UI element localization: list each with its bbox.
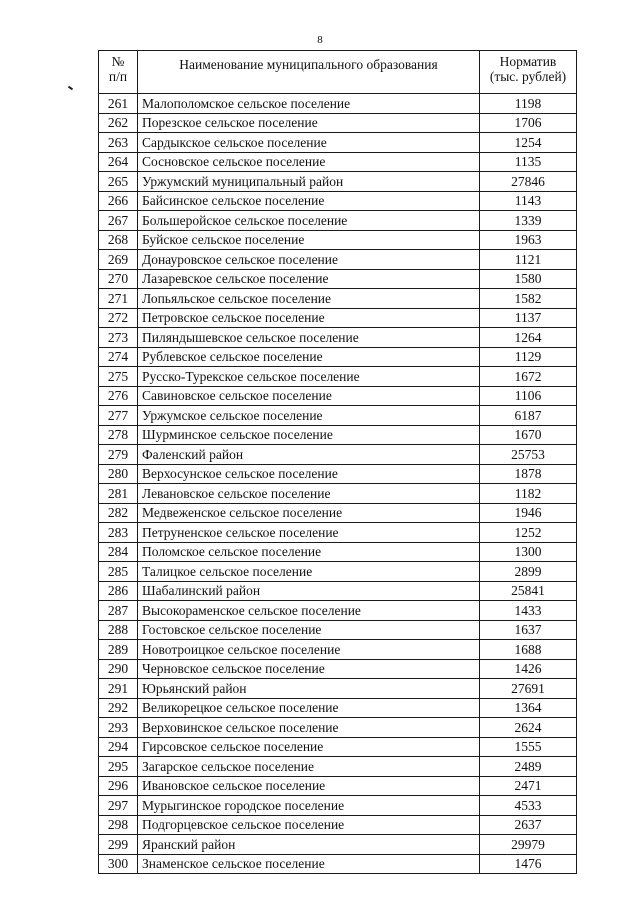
table-row (99, 425, 577, 445)
table-row (99, 133, 577, 153)
row-value: 2471 (480, 776, 577, 796)
row-value: 1688 (480, 640, 577, 660)
row-number: 270 (99, 269, 138, 289)
normative-table (98, 50, 577, 874)
table-row (99, 815, 577, 835)
row-number: 272 (99, 308, 138, 328)
row-value: 1264 (480, 328, 577, 348)
row-value: 1198 (480, 94, 577, 114)
row-value: 29979 (480, 835, 577, 855)
table-row (99, 230, 577, 250)
row-name: Уржумский муниципальный район (138, 172, 480, 192)
row-value: 1300 (480, 542, 577, 562)
header-num (99, 51, 138, 94)
row-name: Шурминское сельское поселение (138, 425, 480, 445)
row-number: 269 (99, 250, 138, 270)
row-value: 1137 (480, 308, 577, 328)
row-number: 294 (99, 737, 138, 757)
row-number: 274 (99, 347, 138, 367)
row-value: 1946 (480, 503, 577, 523)
table-row (99, 620, 577, 640)
row-number: 281 (99, 484, 138, 504)
row-value: 1878 (480, 464, 577, 484)
row-number: 292 (99, 698, 138, 718)
row-number: 271 (99, 289, 138, 309)
row-number: 268 (99, 230, 138, 250)
row-number: 291 (99, 679, 138, 699)
row-value: 27691 (480, 679, 577, 699)
row-value: 25753 (480, 445, 577, 465)
table-row (99, 542, 577, 562)
table-row (99, 191, 577, 211)
table-row (99, 367, 577, 387)
table-row (99, 269, 577, 289)
row-name: Фаленский район (138, 445, 480, 465)
row-name: Петруненское сельское поселение (138, 523, 480, 543)
table-row (99, 581, 577, 601)
row-number: 273 (99, 328, 138, 348)
row-value: 1182 (480, 484, 577, 504)
row-value: 1582 (480, 289, 577, 309)
row-name: Байсинское сельское поселение (138, 191, 480, 211)
row-value: 1143 (480, 191, 577, 211)
row-value: 1364 (480, 698, 577, 718)
row-number: 285 (99, 562, 138, 582)
row-name: Знаменское сельское поселение (138, 854, 480, 874)
row-number: 299 (99, 835, 138, 855)
table-row (99, 211, 577, 231)
row-value: 2624 (480, 718, 577, 738)
row-number: 287 (99, 601, 138, 621)
row-number: 289 (99, 640, 138, 660)
table-row (99, 854, 577, 874)
row-number: 278 (99, 425, 138, 445)
table-row (99, 113, 577, 133)
header-value-line1: Норматив (499, 54, 557, 69)
row-number: 266 (99, 191, 138, 211)
row-number: 297 (99, 796, 138, 816)
row-number: 288 (99, 620, 138, 640)
row-number: 261 (99, 94, 138, 114)
row-number: 284 (99, 542, 138, 562)
header-value (480, 51, 577, 94)
row-value: 1476 (480, 854, 577, 874)
row-name: Буйское сельское поселение (138, 230, 480, 250)
row-number: 293 (99, 718, 138, 738)
row-value: 6187 (480, 406, 577, 426)
row-number: 282 (99, 503, 138, 523)
row-number: 264 (99, 152, 138, 172)
table-row (99, 562, 577, 582)
row-number: 280 (99, 464, 138, 484)
row-value: 1106 (480, 386, 577, 406)
table-row (99, 503, 577, 523)
header-name: Наименование муниципального образования (138, 51, 480, 94)
row-value: 1555 (480, 737, 577, 757)
table-row (99, 94, 577, 114)
row-value: 1252 (480, 523, 577, 543)
row-value: 1129 (480, 347, 577, 367)
table-row (99, 679, 577, 699)
table-row (99, 601, 577, 621)
table-row (99, 347, 577, 367)
table-row (99, 464, 577, 484)
stray-mark (68, 86, 73, 91)
row-value: 1637 (480, 620, 577, 640)
header-num-line2: п/п (108, 69, 128, 84)
row-name: Верхосунское сельское поселение (138, 464, 480, 484)
table-row (99, 718, 577, 738)
row-value: 2489 (480, 757, 577, 777)
row-value: 1121 (480, 250, 577, 270)
row-name: Талицкое сельское поселение (138, 562, 480, 582)
row-number: 265 (99, 172, 138, 192)
row-value: 1135 (480, 152, 577, 172)
row-name: Малополомское сельское поселение (138, 94, 480, 114)
row-number: 263 (99, 133, 138, 153)
row-number: 286 (99, 581, 138, 601)
row-number: 275 (99, 367, 138, 387)
row-value: 1670 (480, 425, 577, 445)
row-name: Подгорцевское сельское поселение (138, 815, 480, 835)
header-value-line2: (тыс. рублей) (489, 69, 567, 84)
row-value: 1706 (480, 113, 577, 133)
row-name: Сосновское сельское поселение (138, 152, 480, 172)
row-name: Петровское сельское поселение (138, 308, 480, 328)
row-number: 290 (99, 659, 138, 679)
table-row (99, 835, 577, 855)
row-name: Мурыгинское городское поселение (138, 796, 480, 816)
row-name: Новотроицкое сельское поселение (138, 640, 480, 660)
table-row (99, 328, 577, 348)
table-row (99, 445, 577, 465)
row-value: 1580 (480, 269, 577, 289)
row-number: 298 (99, 815, 138, 835)
row-number: 296 (99, 776, 138, 796)
table-body (99, 94, 577, 874)
row-name: Левановское сельское поселение (138, 484, 480, 504)
header-num-line1: № (111, 54, 125, 69)
table-row (99, 172, 577, 192)
table-row (99, 386, 577, 406)
table-row (99, 776, 577, 796)
table-row (99, 308, 577, 328)
row-name: Пиляндышевское сельское поселение (138, 328, 480, 348)
row-number: 262 (99, 113, 138, 133)
table-row (99, 796, 577, 816)
row-number: 279 (99, 445, 138, 465)
row-value: 1963 (480, 230, 577, 250)
row-value: 2899 (480, 562, 577, 582)
row-name: Шабалинский район (138, 581, 480, 601)
row-value: 4533 (480, 796, 577, 816)
row-number: 267 (99, 211, 138, 231)
table-row (99, 406, 577, 426)
row-name: Яранский район (138, 835, 480, 855)
row-value: 2637 (480, 815, 577, 835)
row-name: Юрьянский район (138, 679, 480, 699)
table-row (99, 640, 577, 660)
row-name: Ивановское сельское поселение (138, 776, 480, 796)
table-row (99, 289, 577, 309)
table-row (99, 737, 577, 757)
row-value: 1254 (480, 133, 577, 153)
row-value: 1672 (480, 367, 577, 387)
row-value: 27846 (480, 172, 577, 192)
row-name: Загарское сельское поселение (138, 757, 480, 777)
row-name: Рублевское сельское поселение (138, 347, 480, 367)
header-row (99, 51, 577, 94)
row-name: Лазаревское сельское поселение (138, 269, 480, 289)
row-number: 277 (99, 406, 138, 426)
row-name: Донауровское сельское поселение (138, 250, 480, 270)
row-name: Великорецкое сельское поселение (138, 698, 480, 718)
row-name: Уржумское сельское поселение (138, 406, 480, 426)
row-value: 25841 (480, 581, 577, 601)
row-name: Верховинское сельское поселение (138, 718, 480, 738)
table-row (99, 757, 577, 777)
row-name: Сардыкское сельское поселение (138, 133, 480, 153)
row-name: Русско-Турекское сельское поселение (138, 367, 480, 387)
table-row (99, 698, 577, 718)
row-number: 295 (99, 757, 138, 777)
row-name: Порезское сельское поселение (138, 113, 480, 133)
row-number: 283 (99, 523, 138, 543)
row-number: 276 (99, 386, 138, 406)
row-value: 1339 (480, 211, 577, 231)
page-number: 8 (317, 34, 323, 46)
table-row (99, 152, 577, 172)
table-row (99, 250, 577, 270)
table-row (99, 659, 577, 679)
row-number: 300 (99, 854, 138, 874)
row-name: Медвеженское сельское поселение (138, 503, 480, 523)
row-name: Черновское сельское поселение (138, 659, 480, 679)
row-name: Лопьяльское сельское поселение (138, 289, 480, 309)
row-name: Гирсовское сельское поселение (138, 737, 480, 757)
row-name: Высокораменское сельское поселение (138, 601, 480, 621)
row-name: Большеройское сельское поселение (138, 211, 480, 231)
table-row (99, 484, 577, 504)
row-name: Поломское сельское поселение (138, 542, 480, 562)
table-header (99, 51, 577, 94)
table-row (99, 523, 577, 543)
row-value: 1433 (480, 601, 577, 621)
row-name: Гостовское сельское поселение (138, 620, 480, 640)
row-name: Савиновское сельское поселение (138, 386, 480, 406)
row-value: 1426 (480, 659, 577, 679)
